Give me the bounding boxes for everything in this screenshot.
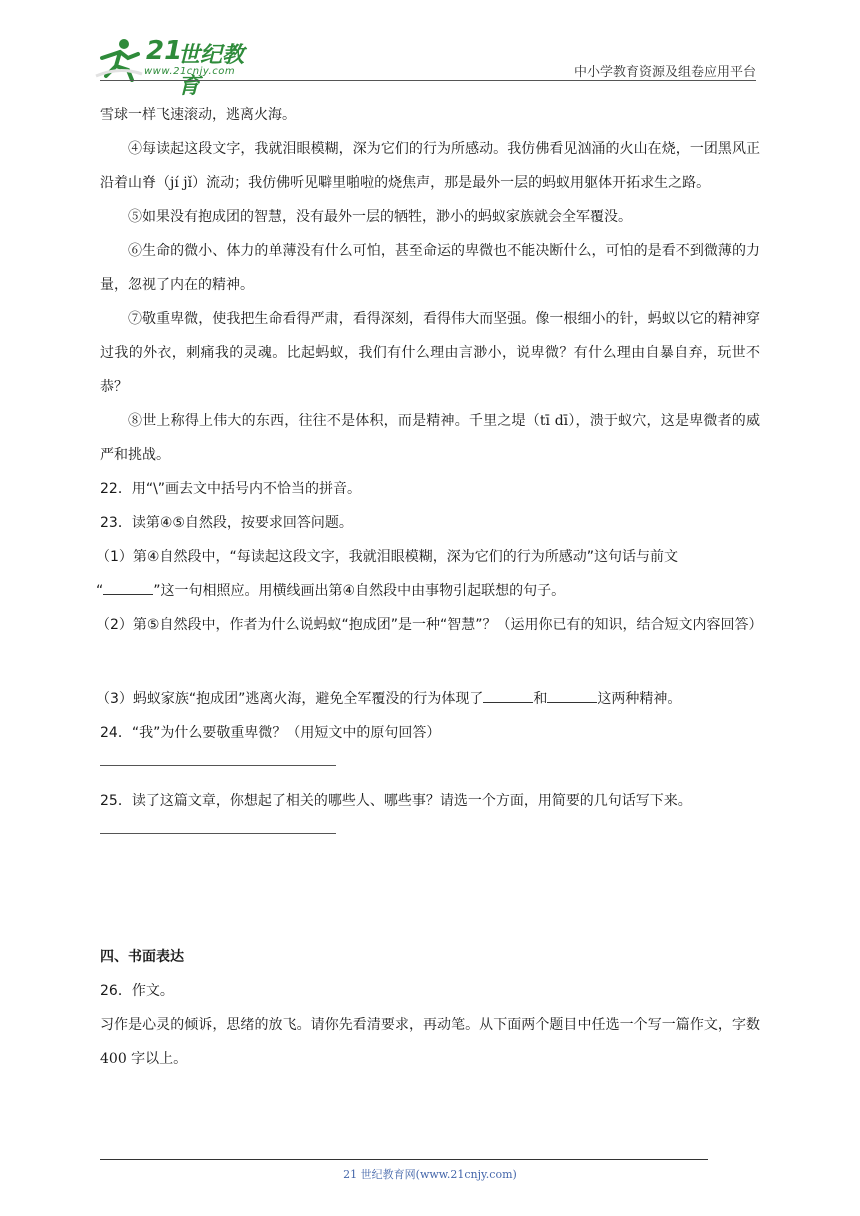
question-23: 23．读第④⑤自然段，按要求回答问题。 (100, 515, 353, 531)
open-quote: “ (96, 583, 104, 599)
paragraph-4: ④每读起这段文字，我就泪眼模糊，深为它们的行为所感动。我仿佛看见汹涌的火山在烧，一团黑风正沿着山脊（jí jǐ）流动；我仿佛听见噼里啪啦的烧焦声，那是最外一层的蚂蚁用躯体开拓求生之路。 (100, 141, 760, 191)
fill-blank-1[interactable] (483, 690, 533, 703)
runner-logo-icon (94, 36, 144, 82)
question-22: 22．用“\”画去文中括号内不恰当的拼音。 (100, 481, 362, 497)
question-24: 24．“我”为什么要敬重卑微？（用短文中的原句回答） (100, 725, 441, 741)
footer-text: 21 世纪教育网(www.21cnjy.com) (343, 1168, 517, 1181)
header-divider (100, 80, 756, 81)
paragraph-6: ⑥生命的微小、体力的单薄没有什么可怕，甚至命运的卑微也不能决断什么，可怕的是看不到微薄的力量，忽视了内在的精神。 (100, 243, 760, 293)
question-23-3-end: 这两种精神。 (597, 691, 682, 707)
question-23-3-start: （3）蚂蚁家族“抱成团”逃离火海，避免全军覆没的行为体现了 (96, 691, 484, 707)
question-25: 25．读了这篇文章，你想起了相关的哪些人、哪些事？请选一个方面，用简要的几句话写下来。 (100, 793, 692, 809)
answer-line-25[interactable] (100, 832, 336, 834)
header-platform-title: 中小学教育资源及组卷应用平台 (573, 65, 756, 80)
question-23-3-mid: 和 (533, 691, 548, 707)
paragraph-5: ⑤如果没有抱成团的智慧，没有最外一层的牺牲，渺小的蚂蚁家族就会全军覆没。 (128, 209, 632, 225)
composition-instructions: 习作是心灵的倾诉，思绪的放飞。请你先看清要求，再动笔。从下面两个题目中任选一个写一篇作文，字数 400 字以上。 (100, 1017, 760, 1067)
logo-url: www.21cnjy.com (144, 66, 236, 77)
document-body (96, 98, 763, 1076)
question-23-3 (96, 682, 760, 716)
page-header (0, 0, 860, 99)
logo (94, 36, 264, 99)
question-23-1-rest: ”这一句相照应。用横线画出第④自然段中由事物引起联想的句子。 (153, 583, 566, 599)
fill-blank-2[interactable] (547, 690, 597, 703)
paragraph-8: ⑧世上称得上伟大的东西，往往不是体积，而是精神。千里之堤（tī dī），溃于蚁穴，这是卑微者的威严和挑战。 (100, 413, 760, 463)
answer-line-24[interactable] (100, 764, 336, 766)
answer-space (100, 642, 760, 682)
fill-blank[interactable] (103, 582, 153, 595)
section-title: 四、书面表达 (100, 949, 184, 965)
logo-title: 世纪教育 (178, 43, 245, 99)
footer-divider (100, 1159, 708, 1160)
passage-continuation: 雪球一样飞速滚动，逃离火海。 (100, 107, 296, 123)
question-26: 26．作文。 (100, 983, 174, 999)
paragraph-7: ⑦敬重卑微，使我把生命看得严肃，看得深刻，看得伟大而坚强。像一根细小的针，蚂蚁以它的精神穿过我的外衣，刺痛我的灵魂。比起蚂蚁，我们有什么理由言渺小，说卑微？有什么理由自暴自弃，玩世不恭？ (100, 311, 760, 395)
question-23-1-line-1: （1）第④自然段中，“每读起这段文字，我就泪眼模糊，深为它们的行为所感动”这句话与前文 (96, 549, 678, 565)
question-23-1-line-2 (96, 574, 760, 608)
answer-space (100, 852, 760, 940)
question-23-2: （2）第⑤自然段中，作者为什么说蚂蚁“抱成团”是一种“智慧”？（运用你已有的知识，结合短文内容回答） (96, 617, 763, 633)
logo-number: 21 (146, 36, 183, 66)
